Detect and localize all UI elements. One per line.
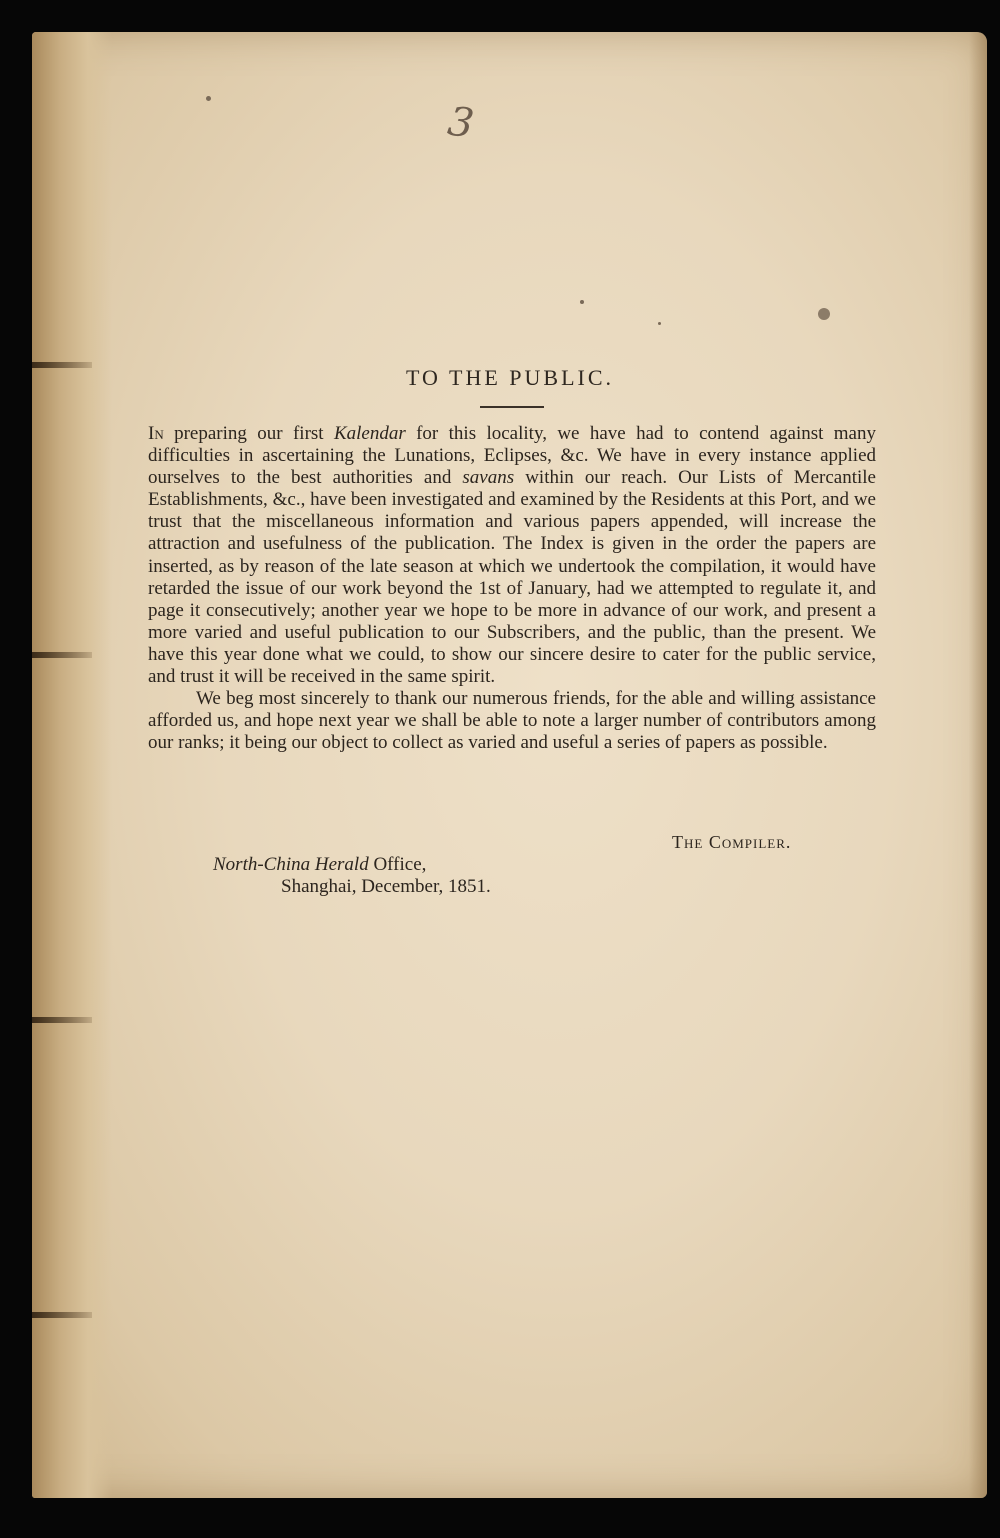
- italic-word: savans: [462, 467, 515, 489]
- foxing-spot: [580, 300, 584, 304]
- dropcap-word: In: [148, 423, 164, 444]
- page-title: TO THE PUBLIC.: [405, 365, 615, 390]
- text-run: within our reach. Our Lists of Mercantile Establishments, &c., have been investigated and examined by the Residents at this Port, and we trust that the miscellaneous information and various papers appended, will increase the attraction and usefulness of the publication. The Index is given in the order the papers are inserted, as by reason of the late season at which we undertook the compilation, it would have retarded the issue of our work beyond the 1st of January, had we attempted to regulate it, and page it consecutively; another year we hope to be more in advance of our work, and present a more varied and useful publication to our Subscribers, and the public, than the present. We have this year done what we could, to show our sincere desire to cater for the public service, and trust it will be received in the same spirit.: [148, 467, 876, 688]
- body-text: [148, 423, 876, 754]
- page-right-edge: [969, 32, 987, 1498]
- place-and-date: [213, 854, 491, 898]
- page-spine-edge: [32, 32, 112, 1498]
- text-run: preparing our first: [163, 423, 334, 444]
- title-divider: [480, 406, 544, 408]
- place-line-1: [213, 854, 491, 876]
- book-page: [32, 32, 987, 1498]
- foxing-spot: [206, 96, 211, 101]
- paragraph-2: We beg most sincerely to thank our numerous friends, for the able and willing assistance afforded us, and hope next year we shall be able to note a larger number of contributors among our ranks; it being our object to collect as varied and useful a series of papers as possible.: [148, 688, 876, 754]
- handwritten-page-number: 3: [444, 98, 477, 148]
- place-line-2: Shanghai, December, 1851.: [281, 876, 491, 897]
- spine-crack: [32, 652, 92, 658]
- text-run: Office,: [368, 854, 427, 875]
- foxing-spot: [658, 322, 661, 325]
- spine-crack: [32, 1312, 92, 1318]
- paragraph-1: [148, 423, 876, 688]
- spine-crack: [32, 1017, 92, 1023]
- text-run: for this locality, we have had to contend against many difficulties in ascertaining the Lunations, Eclipses, &c. We have in every instance applied ourselves to the best authorities and: [148, 423, 876, 489]
- italic-word: Kalendar: [333, 423, 406, 444]
- signature: The Compiler.: [672, 832, 792, 852]
- newspaper-name: North-China Herald: [213, 854, 369, 875]
- foxing-spot: [818, 308, 830, 320]
